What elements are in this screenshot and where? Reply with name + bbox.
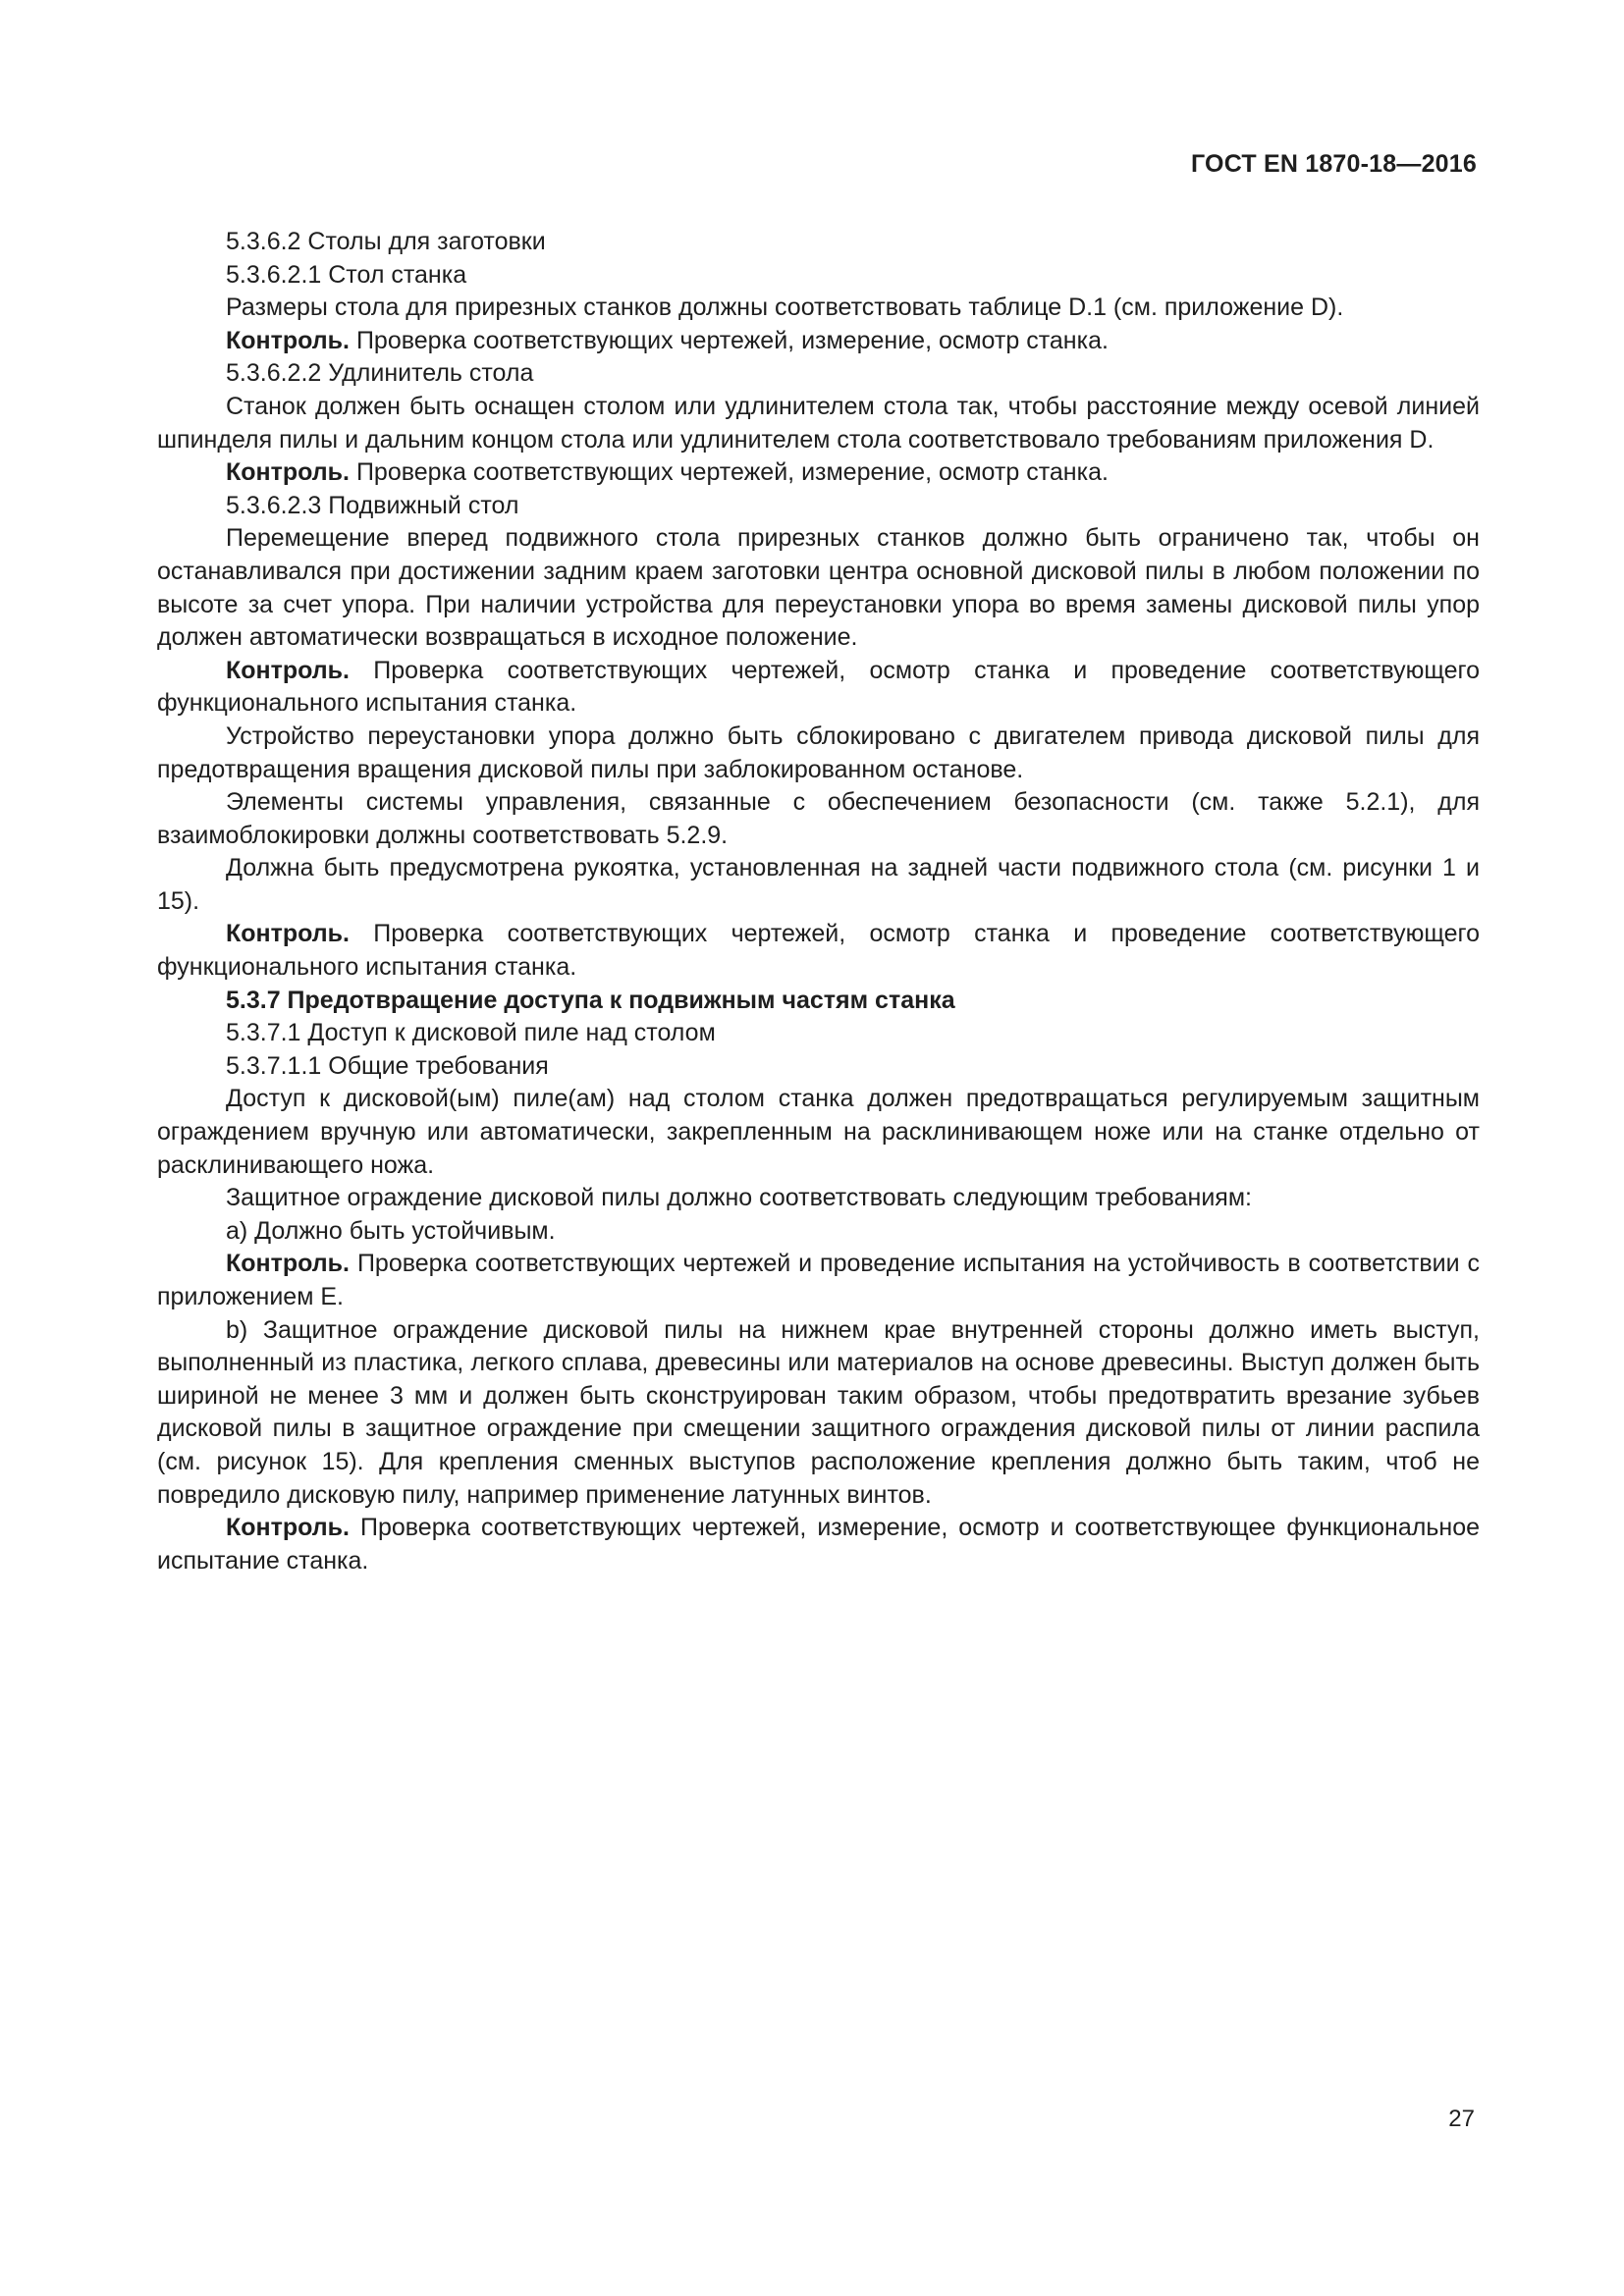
control-label: Контроль. <box>226 920 350 948</box>
paragraph: Должна быть предусмотрена рукоятка, установленная на задней части подвижного стола (см. рисунки 1 и 15). <box>157 854 1480 915</box>
section-heading: 5.3.6.2.1 Стол станка <box>226 260 467 289</box>
section-heading: 5.3.6.2.2 Удлинитель стола <box>226 359 534 388</box>
section-heading-bold: 5.3.7 Предотвращение доступа к подвижным частям станка <box>226 986 955 1014</box>
control-label: Контроль. <box>226 326 350 354</box>
control-paragraph: Контроль. Проверка соответствующих чертежей, измерение, осмотр и соответствующее функциональное испытание станка. <box>157 1514 1480 1575</box>
paragraph: Элементы системы управления, связанные с обеспечением безопасности (см. также 5.2.1), для взаимоблокировки должны соответствовать 5.2.9. <box>157 788 1480 849</box>
section-heading: 5.3.7.1 Доступ к дисковой пиле над столом <box>226 1019 716 1047</box>
paragraph: Перемещение вперед подвижного стола прирезных станков должно быть ограничено так, чтобы он останавливался при достижении задним краем заготовки центра основной дисковой пилы в любом положении по высоте за счет упора. При наличии устройства для переустановки упора во время замены дисковой пилы упор должен автоматически возвращаться в исходное положение. <box>157 524 1480 652</box>
control-paragraph: Контроль. Проверка соответствующих чертежей, осмотр станка и проведение соответствующего функционального испытания станка. <box>157 920 1480 982</box>
document-body <box>157 226 1480 1577</box>
control-paragraph: Контроль. Проверка соответствующих чертежей, измерение, осмотр станка. <box>226 326 1109 354</box>
paragraph: Станок должен быть оснащен столом или удлинителем стола так, чтобы расстояние между осевой линией шпинделя пилы и дальним концом стола или удлинителем стола соответствовало требованиям приложения D. <box>157 392 1480 454</box>
control-label: Контроль. <box>226 458 350 487</box>
document-code-header: ГОСТ EN 1870-18—2016 <box>1191 150 1477 178</box>
control-label: Контроль. <box>226 1514 350 1542</box>
control-paragraph: Контроль. Проверка соответствующих чертежей, измерение, осмотр станка. <box>226 458 1109 487</box>
paragraph: Защитное ограждение дисковой пилы должно соответствовать следующим требованиям: <box>226 1184 1252 1212</box>
page-number: 27 <box>1448 2106 1475 2132</box>
control-paragraph: Контроль. Проверка соответствующих чертежей, осмотр станка и проведение соответствующего функционального испытания станка. <box>157 656 1480 718</box>
section-heading: 5.3.6.2 Столы для заготовки <box>226 228 546 255</box>
control-label: Контроль. <box>226 656 350 684</box>
paragraph: Устройство переустановки упора должно быть сблокировано с двигателем привода дисковой пилы для предотвращения вращения дисковой пилы при заблокированном останове. <box>157 721 1480 783</box>
list-item: a) Должно быть устойчивым. <box>226 1216 556 1245</box>
section-heading: 5.3.7.1.1 Общие требования <box>226 1051 549 1080</box>
paragraph: Размеры стола для прирезных станков должны соответствовать таблице D.1 (см. приложение D). <box>226 294 1344 322</box>
paragraph: Доступ к дисковой(ым) пиле(ам) над столом станка должен предотвращаться регулируемым защитным ограждением вручную или автоматически, закрепленным на расклинивающем ноже или на станке отдельно от расклинивающего ножа. <box>157 1085 1480 1179</box>
list-item: b) Защитное ограждение дисковой пилы на нижнем крае внутренней стороны должно иметь выступ, выполненный из пластика, легкого сплава, древесины или материалов на основе древесины. Выступ должен быть шириной не менее 3 мм и должен быть сконструирован таким образом, чтобы предотвратить врезание зубьев дисковой пилы в защитное ограждение при смещении защитного ограждения дисковой пилы от линии распила (см. рисунок 15). Для крепления сменных выступов расположение крепления должно быть таким, чтоб не повредило дисковую пилу, например применение латунных винтов. <box>157 1315 1480 1509</box>
section-heading: 5.3.6.2.3 Подвижный стол <box>226 491 519 519</box>
control-paragraph: Контроль. Проверка соответствующих чертежей и проведение испытания на устойчивость в соответствии с приложением E. <box>157 1250 1480 1310</box>
control-label: Контроль. <box>226 1250 350 1278</box>
